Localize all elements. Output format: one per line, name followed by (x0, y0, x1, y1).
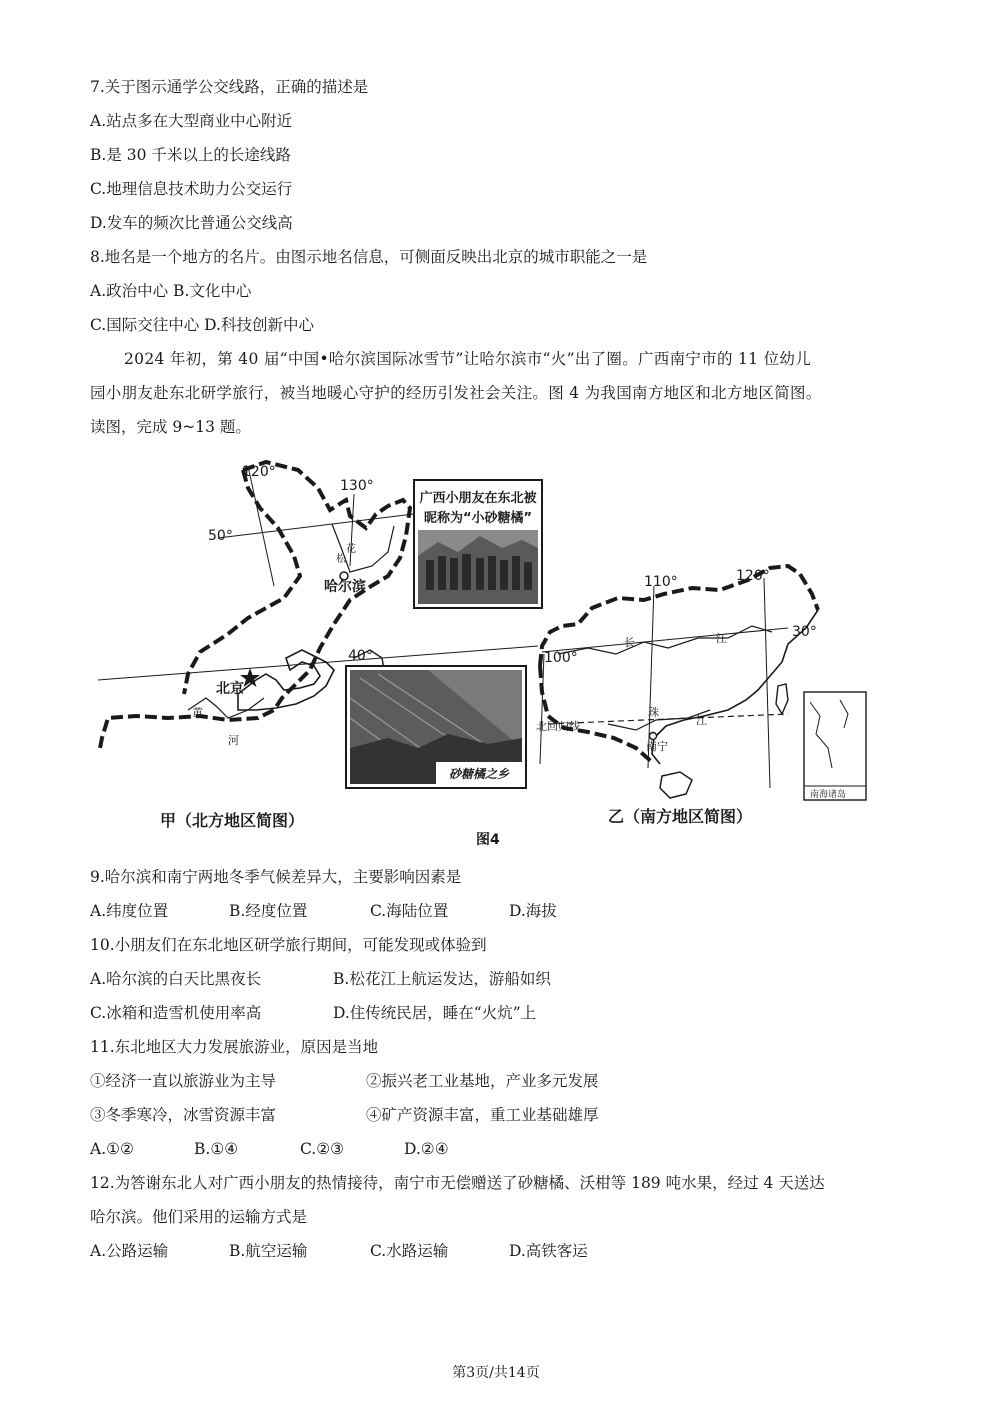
south-region-north-boundary (540, 566, 818, 666)
q11-statement-4: ④矿产资源丰富，重工业基础雄厚 (366, 1106, 599, 1124)
scs-inset-frame (804, 692, 866, 800)
label-tropic: 北回归线 (536, 720, 580, 733)
label-120-south: 120° (736, 568, 770, 584)
taiwan-island (776, 684, 788, 714)
q10-option-d: D.住传统民居，睡在“火炕”上 (333, 1004, 537, 1022)
label-110: 110° (644, 574, 678, 590)
q12-option-c: C.水路运输 (370, 1242, 449, 1260)
q9-option-a: A.纬度位置 (90, 902, 169, 920)
q7-option-a: A.站点多在大型商业中心附近 (90, 112, 293, 130)
q9-option-c: C.海陆位置 (370, 902, 449, 920)
label-nanning: 南宁 (646, 740, 668, 753)
q12-stem-line-2: 哈尔滨。他们采用的运输方式是 (90, 1208, 308, 1226)
scs-inset-coast (810, 702, 832, 768)
label-harbin: 哈尔滨 (324, 579, 366, 595)
q10-option-c: C.冰箱和造雪机使用率高 (90, 1004, 262, 1022)
label-100: 100° (544, 650, 578, 666)
q7-option-c: C.地理信息技术助力公交运行 (90, 180, 293, 198)
q12-stem-line-1: 12.为答谢东北人对广西小朋友的热情接待，南宁市无偿赠送了砂糖橘、沃柑等 189 吨水果，经过 4 天送达 (90, 1174, 825, 1192)
q9-option-b: B.经度位置 (229, 902, 308, 920)
q10-option-a: A.哈尔滨的白天比黑夜长 (90, 970, 262, 988)
label-jiang: 江 (716, 632, 727, 645)
lat-30-line (542, 628, 788, 652)
north-region-left (184, 470, 300, 694)
page-number-footer: 第3页/共14页 (452, 1365, 540, 1381)
q7-stem: 7.关于图示通学公交线路，正确的描述是 (90, 78, 369, 96)
intro-line-3: 读图，完成 9~13 题。 (90, 418, 251, 436)
intro-line-1: 2024 年初，第 40 届“中国•哈尔滨国际冰雪节”让哈尔滨市“火”出了圈。广西南宁市的 11 位幼儿 (124, 350, 811, 368)
q10-stem: 10.小朋友们在东北地区研学旅行期间，可能发现或体验到 (90, 936, 487, 954)
lon-120-north-line (248, 466, 274, 586)
label-30: 30° (792, 624, 817, 640)
north-map-title: 甲（北方地区简图） (160, 811, 305, 830)
south-map-title: 乙（南方地区简图） (608, 807, 753, 826)
photo-orange-hometown (346, 666, 526, 788)
q8-options-cd: C.国际交往中心 D.科技创新中心 (90, 316, 314, 334)
q11-statement-2: ②振兴老工业基地，产业多元发展 (366, 1072, 599, 1090)
label-50: 50° (208, 528, 233, 544)
q12-option-b: B.航空运输 (229, 1242, 308, 1260)
label-chang: 长 (624, 636, 635, 649)
q10-option-b: B.松花江上航运发达，游船如织 (333, 970, 551, 988)
q11-statement-3: ③冬季寒冷，冰雪资源丰富 (90, 1106, 277, 1124)
q12-option-a: A.公路运输 (90, 1242, 169, 1260)
q9-stem: 9.哈尔滨和南宁两地冬季气候差异大，主要影响因素是 (90, 868, 462, 886)
label-scs-islands: 南海诸岛 (810, 790, 847, 800)
q11-option-a: A.①② (90, 1140, 134, 1158)
q7-option-b: B.是 30 千米以上的长途线路 (90, 146, 291, 164)
figure-4-maps (88, 448, 908, 866)
photo-children-harbin (414, 480, 542, 608)
figure-caption: 图4 (476, 832, 500, 848)
q7-option-d: D.发车的频次比普通公交线高 (90, 214, 293, 232)
label-zhu: 珠 (648, 706, 659, 719)
pearl-river (608, 710, 710, 730)
label-120-north: 120° (242, 464, 276, 480)
q11-option-c: C.②③ (300, 1140, 345, 1158)
label-130: 130° (340, 478, 374, 494)
label-song: 松 (336, 554, 346, 565)
hainan-island (660, 772, 692, 798)
q11-option-b: B.①④ (194, 1140, 239, 1158)
q9-option-d: D.海拔 (509, 902, 557, 920)
label-jiang2: 江 (696, 714, 707, 727)
q11-statement-1: ①经济一直以旅游业为主导 (90, 1072, 277, 1090)
label-40: 40° (348, 648, 373, 664)
intro-line-2: 园小朋友赴东北研学旅行，被当地暖心守护的经历引发社会关注。图 4 为我国南方地区和北方地区简图。 (90, 384, 822, 402)
q11-option-d: D.②④ (404, 1140, 449, 1158)
south-region-west-boundary (540, 666, 652, 762)
label-beijing: 北京 (216, 681, 244, 697)
lon-130-line (350, 494, 354, 566)
label-he: 河 (228, 734, 239, 747)
photo2-caption: 砂糖橘之乡 (448, 767, 510, 781)
scs-inset-coast-2 (840, 700, 848, 728)
nanning-marker (650, 733, 657, 740)
label-huang: 黄 (192, 706, 203, 719)
q8-stem: 8.地名是一个地方的名片。由图示地名信息，可侧面反映出北京的城市职能之一是 (90, 248, 648, 266)
photo1-caption: 广西小朋友在东北被昵称为“小砂糖橘” (419, 491, 537, 526)
q11-stem: 11.东北地区大力发展旅游业，原因是当地 (90, 1038, 379, 1056)
q12-option-d: D.高铁客运 (509, 1242, 588, 1260)
label-hua: 花 (346, 544, 356, 555)
q8-options-ab: A.政治中心 B.文化中心 (90, 282, 252, 300)
